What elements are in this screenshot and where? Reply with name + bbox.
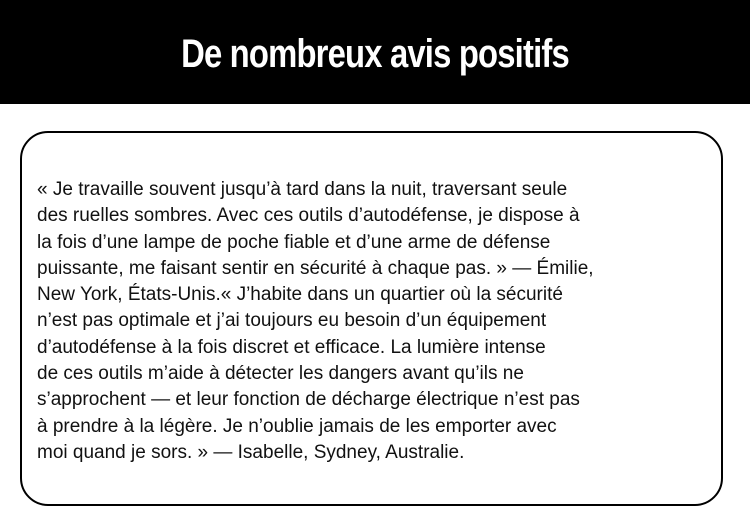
review-line: la fois d’une lampe de poche fiable et d’une arme de défense <box>37 231 551 253</box>
review-line: d’autodéfense à la fois discret et efficace. La lumière intense <box>37 336 546 358</box>
header-title: De nombreux avis positifs <box>181 32 569 76</box>
review-line: puissante, me faisant sentir en sécurité à chaque pas. » — Émilie, <box>37 257 594 279</box>
review-line: des ruelles sombres. Avec ces outils d’autodéfense, je dispose à <box>37 205 580 227</box>
review-line: « Je travaille souvent jusqu’à tard dans la nuit, traversant seule <box>37 179 568 200</box>
review-line: de ces outils m’aide à détecter les dangers avant qu’ils ne <box>37 363 524 385</box>
review-line: New York, États-Unis.« J’habite dans un quartier où la sécurité <box>37 284 563 306</box>
review-line: moi quand je sors. » — Isabelle, Sydney, Australie. <box>37 441 465 463</box>
review-line: s’approchent — et leur fonction de décharge électrique n’est pas <box>37 389 580 411</box>
review-line: à prendre à la légère. Je n’oublie jamais de les emporter avec <box>37 415 557 437</box>
review-line: n’est pas optimale et j’ai toujours eu besoin d’un équipement <box>37 310 547 332</box>
review-text <box>37 177 687 466</box>
header-banner <box>0 0 750 104</box>
